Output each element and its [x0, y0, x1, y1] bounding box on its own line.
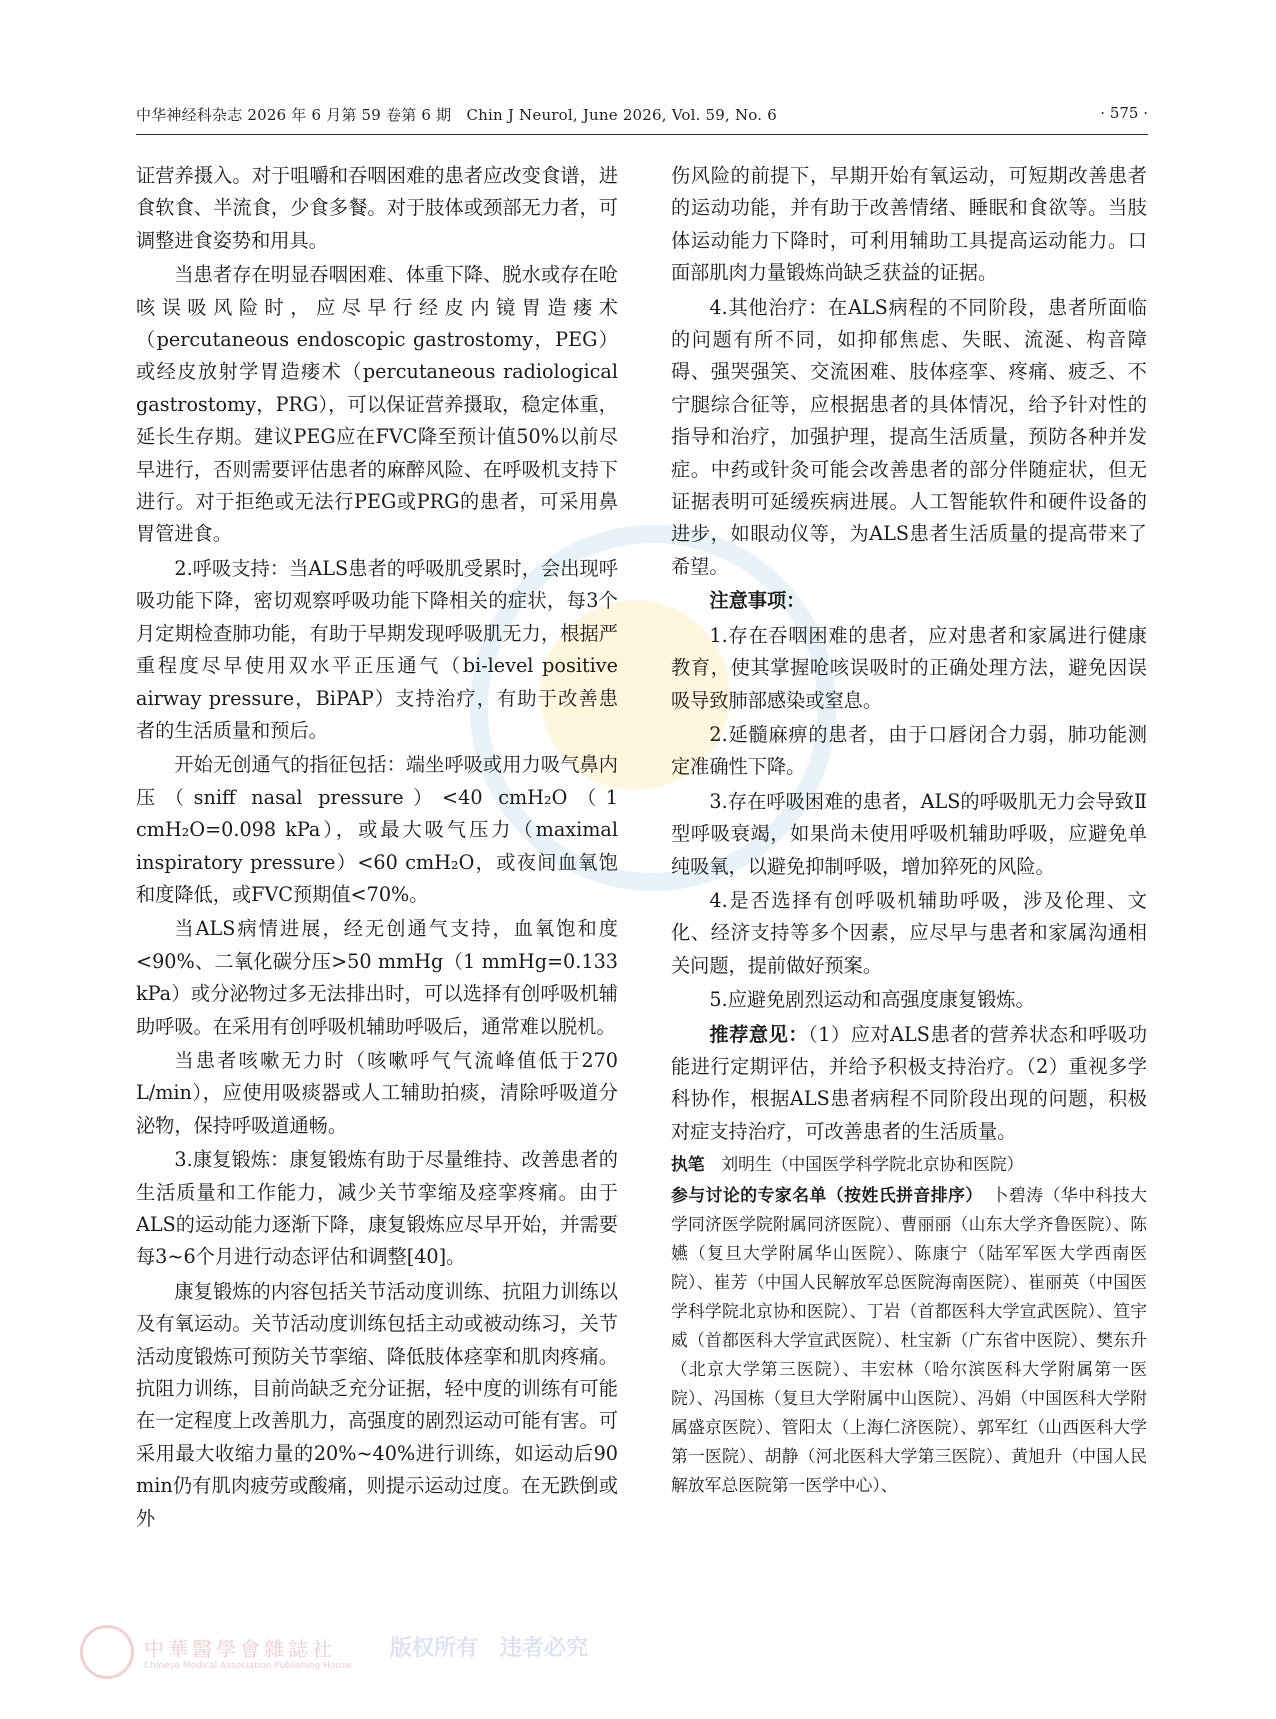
experts-text: 卜碧涛（华中科技大学同济医学院附属同济医院）、曹丽丽（山东大学齐鲁医院）、陈嬿（复旦大学附属华山医院）、陈康宁（陆军军医大学西南医院）、崔芳（中国人民解放军总医院海南医院）、崔丽英（中国医学科学院北京协和医院）、丁岩（首都医科大学宣武医院）、笪宇威（首都医科大学宣武医院）、杜宝新（广东省中医院）、樊东升（北京大学第三医院）、丰宏林（哈尔滨医科大学附属第一医院）、冯国栋（复旦大学附属中山医院）、冯娟（中国医科大学附属盛京医院）、管阳太（上海仁济医院）、郭军红（山西医科大学第一医院）、胡静（河北医科大学第三医院）、黄旭升（中国人民解放军总医院第一医学中心）、 — [671, 1185, 1147, 1496]
publisher-watermark — [80, 1625, 600, 1685]
page-header — [0, 0, 1276, 150]
left-column — [136, 160, 618, 1537]
author-label: 执笔 — [671, 1154, 705, 1175]
paragraph: 4.其他治疗：在ALS病程的不同阶段，患者所面临的问题有所不同，如抑郁焦虑、失眠、流涎、构音障碍、强哭强笑、交流困难、肢体痉挛、疼痛、疲乏、不宁腿综合征等，应根据患者的具体情况，给予针对性的指导和治疗，加强护理，提高生活质量，预防各种并发症。中药或针灸可能会改善患者的部分伴随症状，但无证据表明可延缓疾病进展。人工智能软件和硬件设备的进步，如眼动仪等，为ALS患者生活质量的提高带来了希望。 — [671, 295, 1147, 578]
note-item: 1.存在吞咽困难的患者，应对患者和家属进行健康教育，使其掌握呛咳误吸时的正确处理方法，避免因误吸导致肺部感染或窒息。 — [671, 623, 1147, 712]
paragraph: 当患者咳嗽无力时（咳嗽呼气气流峰值低于270 L/min），应使用吸痰器或人工辅助拍痰，清除呼吸道分泌物，保持呼吸道通畅。 — [136, 1048, 618, 1137]
publisher-name: 中華醫學會雜誌社 — [144, 1637, 336, 1661]
note-item: 3.存在呼吸困难的患者，ALS的呼吸肌无力会导致Ⅱ型呼吸衰竭，如果尚未使用呼吸机辅助呼吸，应避免单纯吸氧，以避免抑制呼吸，增加猝死的风险。 — [671, 789, 1147, 878]
journal-citation: 中华神经科杂志 2026 年 6 月第 59 卷第 6 期 Chin J Neurol, June 2026, Vol. 59, No. 6 — [136, 106, 777, 124]
copyright-tag: 版权所有 — [390, 1636, 479, 1661]
recommendation-label: 推荐意见： — [709, 1022, 809, 1046]
experts-label: 参与讨论的专家名单（按姓氏拼音排序） — [671, 1185, 975, 1206]
author-line — [671, 1150, 1147, 1179]
paragraph: 当患者存在明显吞咽困难、体重下降、脱水或存在呛咳误吸风险时，应尽早行经皮内镜胃造瘘术（percutaneous endoscopic gastrostomy，PEG）或经皮放射学胃造瘘术（percutaneous radiological gastrostomy，PRG），可以保证营养摄取，稳定体重，延长生存期。建议PEG应在FVC降至预计值50%以前尽早进行，否则需要评估患者的麻醉风险、在呼吸机支持下进行。对于拒绝或无法行PEG或PRG的患者，可采用鼻胃管进食。 — [136, 263, 618, 546]
publisher-seal-icon — [80, 1625, 134, 1679]
right-column — [671, 160, 1147, 1502]
note-item: 5.应避免剧烈运动和高强度康复锻炼。 — [709, 988, 1035, 1012]
paragraph: 3.康复锻炼：康复锻炼有助于尽量维持、改善患者的生活质量和工作能力，减少关节挛缩及痉挛疼痛。由于ALS的运动能力逐渐下降，康复锻炼应尽早开始，并需要每3~6个月进行动态评估和调整[40]。 — [136, 1148, 618, 1269]
note-item: 2.延髓麻痹的患者，由于口唇闭合力弱，肺功能测定准确性下降。 — [671, 722, 1147, 779]
page-number: · 575 · — [1100, 104, 1148, 122]
copyright-tag: 违者必究 — [500, 1636, 589, 1661]
paragraph: 当ALS病情进展，经无创通气支持，血氧饱和度<90%、二氧化碳分压>50 mmHg（1 mmHg=0.133 kPa）或分泌物过多无法排出时，可以选择有创呼吸机辅助呼吸。在采用有创呼吸机辅助呼吸后，通常难以脱机。 — [136, 917, 618, 1038]
publisher-name-en: Chinese Medical Association Publishing House — [144, 1661, 352, 1671]
paragraph: 康复锻炼的内容包括关节活动度训练、抗阻力训练以及有氧运动。关节活动度训练包括主动或被动练习，关节活动度锻炼可预防关节挛缩、降低肢体痉挛和肌肉疼痛。抗阻力训练，目前尚缺乏充分证据，轻中度的训练有可能在一定程度上改善肌力，高强度的剧烈运动可能有害。可采用最大收缩力量的20%~40%进行训练，如运动后90 min仍有肌肉疲劳或酸痛，则提示运动过度。在无跌倒或外 — [136, 1279, 618, 1530]
note-item: 4.是否选择有创呼吸机辅助呼吸，涉及伦理、文化、经济支持等多个因素，应尽早与患者和家属沟通相关问题，提前做好预案。 — [671, 888, 1147, 977]
paragraph: 伤风险的前提下，早期开始有氧运动，可短期改善患者的运动功能，并有助于改善情绪、睡眠和食欲等。当肢体运动能力下降时，可利用辅助工具提高运动能力。口面部肌肉力量锻炼尚缺乏获益的证据。 — [671, 164, 1147, 285]
experts-list — [671, 1181, 1147, 1500]
header-rule — [136, 134, 1148, 135]
recommendation-text: （1）应对ALS患者的营养状态和呼吸功能进行定期评估，并给予积极支持治疗。（2）重视多学科协作，根据ALS患者病程不同阶段出现的问题，积极对症支持治疗，可改善患者的生活质量。 — [671, 1022, 1148, 1143]
paragraph: 开始无创通气的指征包括：端坐呼吸或用力吸气鼻内压（sniff nasal pressure）<40 cmH₂O（1 cmH₂O=0.098 kPa），或最大吸气压力（maximal inspiratory pressure）<60 cmH₂O，或夜间血氧饱和度降低，或FVC预期值<70%。 — [136, 753, 618, 906]
paragraph: 2.呼吸支持：当ALS患者的呼吸肌受累时，会出现呼吸功能下降，密切观察呼吸功能下降相关的症状，每3个月定期检查肺功能，有助于早期发现呼吸肌无力，根据严重程度尽早使用双水平正压通气（bi-level positive airway pressure，BiPAP）支持治疗，有助于改善患者的生活质量和预后。 — [136, 556, 618, 742]
recommendation — [671, 1019, 1147, 1149]
paragraph: 证营养摄入。对于咀嚼和吞咽困难的患者应改变食谱，进食软食、半流食，少食多餐。对于肢体或颈部无力者，可调整进食姿势和用具。 — [136, 164, 618, 252]
author-text: 刘明生（中国医学科学院北京协和医院） — [721, 1154, 1024, 1175]
notes-heading: 注意事项： — [709, 589, 806, 613]
